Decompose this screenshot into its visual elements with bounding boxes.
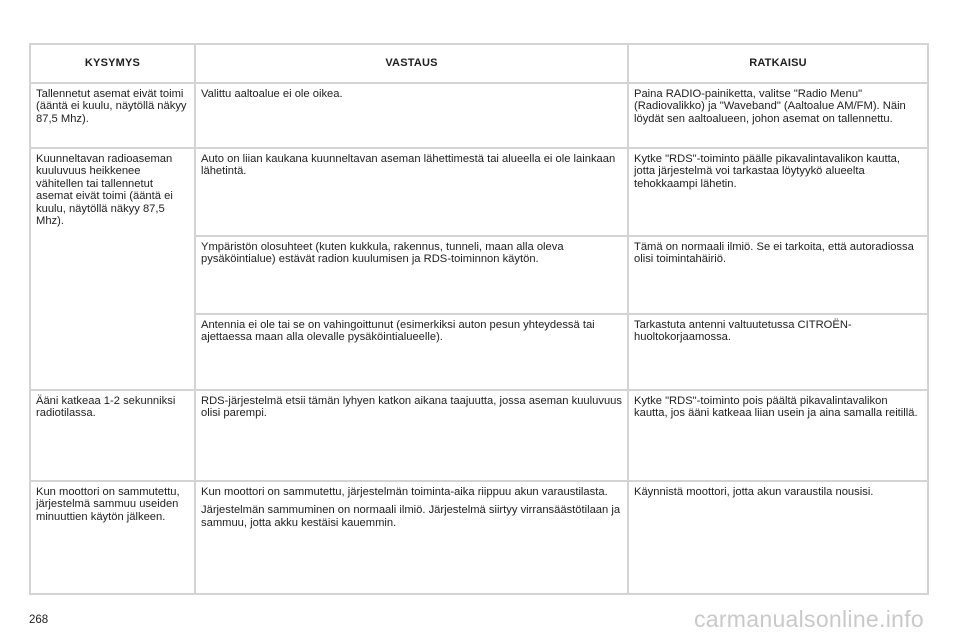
answer-text: Valittu aaltoalue ei ole oikea.	[201, 88, 343, 100]
solution-cell: Paina RADIO-painiketta, valitse "Radio Menu" (Radiovalikko) ja "Waveband" (Aaltoalue AM/FM). Näin löydät sen aaltoalueen, johon asemat on tallennettu.	[629, 84, 927, 147]
answer-cell	[196, 391, 627, 480]
answer-text: Järjestelmän sammuminen on normaali ilmiö. Järjestelmä siirtyy virransäästötilaan ja sammuu, jotta akku kestäisi kauemmin.	[201, 504, 621, 529]
answer-cell	[196, 237, 627, 313]
troubleshooting-table	[31, 45, 927, 593]
header-question: KYSYMYS	[31, 45, 194, 82]
answer-cell	[196, 315, 627, 389]
solution-cell: Kytke "RDS"-toiminto päälle pikavalintavalikon kautta, jotta järjestelmä voi tarkastaa löytyykö alueelta tehokkaampi lähetin.	[629, 149, 927, 235]
solution-cell: Kytke "RDS"-toiminto pois päältä pikavalintavalikon kautta, jos ääni katkeaa liian usein ja aina samalla reitillä.	[629, 391, 927, 480]
page-number: 268	[29, 614, 49, 626]
answer-text: Auto on liian kaukana kuunneltavan aseman lähettimestä tai alueella ei ole lainkaan lähetintä.	[201, 153, 616, 178]
header-answer: VASTAUS	[196, 45, 627, 82]
solution-cell: Tämä on normaali ilmiö. Se ei tarkoita, että autoradiossa olisi toimintahäiriö.	[629, 237, 927, 313]
solution-cell: Käynnistä moottori, jotta akun varaustila nousisi.	[629, 482, 927, 593]
answer-cell	[196, 84, 627, 147]
question-cell: Ääni katkeaa 1-2 sekunniksi radiotilassa.	[31, 391, 194, 480]
question-cell: Kun moottori on sammutettu, järjestelmä sammuu useiden minuuttien käytön jälkeen.	[31, 482, 194, 593]
answer-text: Kun moottori on sammutettu, järjestelmän toiminta-aika riippuu akun varaustilasta.	[201, 486, 608, 498]
answer-text: Antennia ei ole tai se on vahingoittunut (esimerkiksi auton pesun yhteydessä tai ajettaessa maan alla olevalle pysäköintialueelle).	[201, 319, 595, 344]
answer-text: RDS-järjestelmä etsii tämän lyhyen katkon aikana taajuutta, jossa aseman kuuluvuus olisi parempi.	[201, 395, 622, 420]
header-solution: RATKAISU	[629, 45, 927, 82]
troubleshooting-table-frame	[29, 43, 929, 595]
answer-cell	[196, 482, 627, 593]
answer-text: Ympäristön olosuhteet (kuten kukkula, rakennus, tunneli, maan alla oleva pysäköintialue) estävät radion kuulumisen ja RDS-toiminnon käytön.	[201, 241, 564, 266]
question-cell: Kuunneltavan radioaseman kuuluvuus heikkenee vähitellen tai tallennetut asemat eivät toimi (ääntä ei kuulu, näytöllä näkyy 87,5 Mhz).	[31, 149, 194, 389]
watermark-text: carmanualsonline.info	[693, 606, 924, 632]
answer-cell	[196, 149, 627, 235]
solution-cell: Tarkastuta antenni valtuutetussa CITROËN-huoltokorjaamossa.	[629, 315, 927, 389]
question-cell: Tallennetut asemat eivät toimi (ääntä ei kuulu, näytöllä näkyy 87,5 Mhz).	[31, 84, 194, 147]
